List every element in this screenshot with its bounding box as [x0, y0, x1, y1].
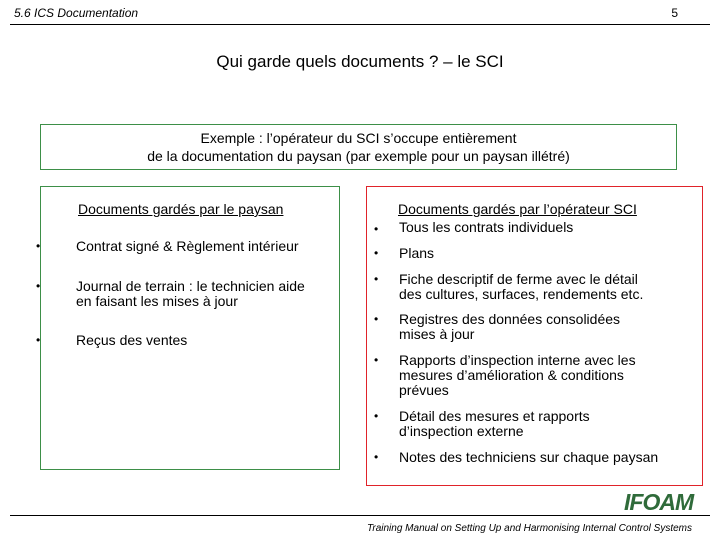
- farmer-documents-box: [40, 186, 340, 470]
- farmer-documents-title: Documents gardés par le paysan: [78, 201, 284, 217]
- list-item-text: Notes des techniciens sur chaque paysan: [399, 449, 659, 465]
- bullet: •: [36, 239, 41, 253]
- list-item-text: Détail des mesures et rapports: [399, 408, 590, 424]
- list-item-text: des cultures, surfaces, rendements etc.: [399, 286, 644, 302]
- footer-text: Training Manual on Setting Up and Harmonising Internal Control Systems: [367, 523, 692, 534]
- list-item-text: prévues: [399, 382, 449, 398]
- header-rule: [10, 24, 710, 25]
- list-item-text: en faisant les mises à jour: [76, 293, 238, 309]
- list-item-text: mises à jour: [399, 326, 475, 342]
- list-item-text: Tous les contrats individuels: [399, 219, 574, 235]
- example-line-1: Exemple : l’opérateur du SCI s’occupe entièrement: [200, 130, 517, 146]
- bullet: •: [374, 272, 379, 286]
- list-item-text: d’inspection externe: [399, 423, 524, 439]
- list-item-text: Reçus des ventes: [76, 332, 188, 348]
- bullet: •: [374, 222, 379, 236]
- list-item-text: Fiche descriptif de ferme avec le détail: [399, 271, 638, 287]
- bullet: •: [374, 312, 379, 326]
- slide-title: Qui garde quels documents ? – le SCI: [216, 52, 504, 71]
- example-line-2: de la documentation du paysan (par exemple pour un paysan illétré): [147, 148, 570, 164]
- bullet: •: [374, 450, 379, 464]
- bullet: •: [374, 353, 379, 367]
- operator-documents-title: Documents gardés par l’opérateur SCI: [398, 201, 637, 217]
- list-item-text: Rapports d’inspection interne avec les: [399, 352, 636, 368]
- bullet: •: [36, 279, 41, 293]
- ifoam-logo: IFOAM: [624, 489, 694, 515]
- list-item-text: mesures d’amélioration & conditions: [399, 367, 624, 383]
- list-item-text: Journal de terrain : le technicien aide: [76, 278, 305, 294]
- example-box: [40, 124, 677, 170]
- bullet: •: [374, 246, 379, 260]
- list-item-text: Plans: [399, 245, 435, 261]
- bullet: •: [36, 333, 41, 347]
- list-item-text: Contrat signé & Règlement intérieur: [76, 238, 299, 254]
- footer-rule: [10, 515, 710, 516]
- page-number: 5: [671, 6, 678, 20]
- bullet: •: [374, 409, 379, 423]
- section-header: 5.6 ICS Documentation: [14, 6, 139, 20]
- list-item-text: Registres des données consolidées: [399, 311, 621, 327]
